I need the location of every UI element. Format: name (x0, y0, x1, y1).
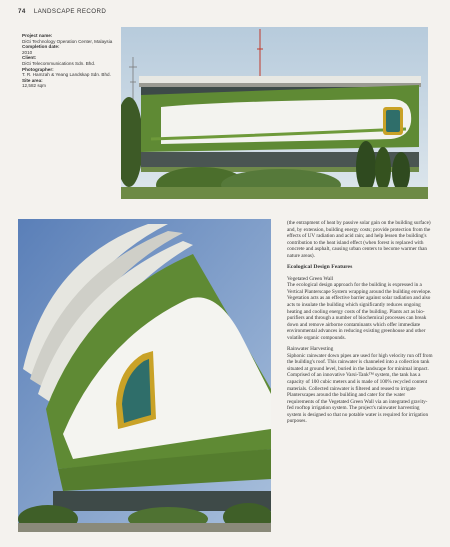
subsection-text: The ecological design approach for the building is expressed in a Vertical Planterscape System wrapping around the building envelope. Vegetation acts as an effective barrier against solar radiation and also acts to insulate the building which significantly reduces ongoing heating and cooling energy costs of the building. Plants act as bio-purifiers and through a number of biochemical processes can break down and remove airborne contaminants which offer immediate environmental advances in reducing existing greenhouse and other volatile organic compounds. (287, 282, 432, 341)
project-info-value: DiGi Telecommunications Sdn. Bhd. (22, 60, 96, 66)
project-info-label: Photographer: (22, 66, 54, 72)
subsection-heading: Rainwater Harvesting (287, 346, 334, 353)
project-info-label: Site area: (22, 77, 43, 83)
project-info-value: 12,582 sqm (22, 83, 47, 89)
project-info-value: DiGi Technology Operation Center, Malaysia (22, 38, 113, 44)
project-info-value: T. R. Hamzah & Yeang Landskap Sdn. Bhd. (22, 72, 111, 78)
section-heading: Ecological Design Features (287, 264, 353, 271)
project-info-label: Client: (22, 55, 37, 61)
project-info-label: Completion date: (22, 44, 60, 50)
project-info (22, 33, 114, 89)
subsection-heading: Vegetated Green Wall (287, 275, 334, 282)
section-title: LANDSCAPE RECORD (33, 8, 107, 15)
building-photo-top (121, 27, 428, 199)
project-info-value: 2010 (22, 49, 33, 55)
building-photo-left (18, 219, 271, 532)
subsection-text: Siphonic rainwater down pipes are used for high velocity run off from the building's roof. This rainwater is channeled into a collection tank situated at ground level, buried in the landscape for minimal impact. Comprised of an innovative Varsi-Tank™ system, the tank has a capacity of 100 cubic meters and is made of 100% recycled content materials. Collected rainwater is filtered and reused to irrigate Planterscapes around the building and cater for the water requirements of the Vegetated Green Wall via an integrated gravity-fed rooftop irrigation system. The project's rainwater harvesting system is designed so that no potable water is required for irrigation purposes. (287, 352, 433, 425)
page-header (18, 8, 106, 15)
project-info-label: Project name: (22, 33, 53, 38)
intro-paragraph: (the entrapment of heat by passive solar gain on the building surface) and, by extension, building energy costs; provide protection from the effects of UV radiation and acid rain; and help lessen the building's contribution to the heat island effect (when forest is replaced with concrete and asphalt, causing urban centers to become warmer than nature areas). (287, 220, 431, 259)
article-text (287, 220, 433, 430)
page-number: 74 (18, 8, 26, 15)
